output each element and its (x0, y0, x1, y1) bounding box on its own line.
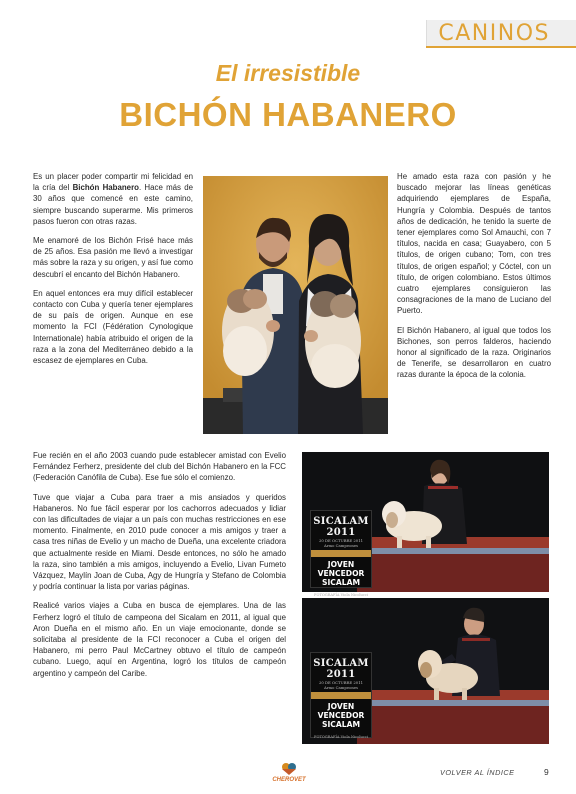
sign-credit: FOTOGRAFÍA Viola Nicolucci (314, 593, 368, 597)
sign-date: 20 DE OCTUBRE 2011 (318, 538, 364, 543)
show-sign-top (310, 510, 372, 597)
section-tab (426, 20, 576, 46)
left-column (33, 171, 193, 366)
paragraph-genetics: He amado esta raza con pasión y he buscado mejorar las líneas genéticas adquiriendo ejemplares de España, Hungría y Colombia. Después de tantos años de dedicación, he tenido la suerte de tener ejemplares como Sol Amauchi, con 7 títulos, nacida en casa; Guayabero, con 5 títulos, de origen cubano; Tom, con tres títulos, de origen español; y Cóctel, con un título, de origen colombiano. Estos últimos cuatro ejemplares consiguieron las consagraciones de la mano de Luciano del Puerto. (397, 172, 551, 316)
show-sign-bottom (310, 652, 372, 738)
paragraph-travel: Tuve que viajar a Cuba para traer a mis ansiados y queridos Habaneros. No fue fácil esperar por los cachorros adecuados y lidiar con las dificultades de viajar a un país con muchas restricciones en ese momento. Finalmente, en 2010 pude conocer a mis amigos y traer a casa tres niñas de Evelio y un macho de Dueña, una excelente criadora que actualmente reside en Miami. Desde entonces, no sólo he amado la raza, sino también a mis amigos, incluyendo a Evelio, Livan Fumeto Vázquez, Maylín Joan de Cuba, Agy de Hungría y Stefano de Colombia y podría continuar la lista por varias páginas. (33, 492, 286, 592)
sign-event: SICALAM 2011 (313, 658, 369, 680)
paragraph-intro (33, 171, 193, 227)
cherovet-logo-icon (269, 762, 309, 777)
page-number: 9 (544, 767, 549, 777)
sign-band (311, 692, 371, 699)
paragraph-friendship: Fue recién en el año 2003 cuando pude establecer amistad con Evelio Fernández Ferherz, presidente del club del Bichón Habanero en la FCC (Federación Canófila de Cuba). Ese fue sólo el comienzo. (33, 451, 286, 483)
article-kicker: El irresistible (215, 60, 361, 86)
cherovet-logo (269, 762, 309, 783)
award-line-1: JOVEN (327, 560, 355, 569)
brand-name: CHEROVET (272, 777, 306, 783)
sign-date: 20 DE OCTUBRE 2011 (318, 680, 364, 685)
paw-heart-icon (281, 762, 297, 775)
portrait-illustration (203, 176, 388, 434)
section-label: CANINOS (438, 21, 550, 46)
portrait-photo (203, 176, 388, 434)
back-to-index-link[interactable]: VOLVER AL ÍNDICE (440, 768, 515, 777)
show-photo-bottom (302, 598, 549, 744)
sign-subtitle: Armo Campeones (323, 685, 359, 690)
award-line-2: VENCEDOR (317, 569, 365, 578)
paragraph-intro-text: Es un placer poder compartir mi felicidad en la cría del (33, 172, 193, 193)
award-line-1: JOVEN (327, 702, 355, 711)
sign-band (311, 550, 371, 557)
paragraph-bichon-frise: Me enamoré de los Bichón Frisé hace más de 25 años. Esa pasión me llevó a investigar más sobre la raza y su origen, y así fue como descubrí el encanto del Bichón Habanero. (33, 236, 193, 279)
article-title: BICHÓN HABANERO (119, 96, 457, 133)
paragraph-origin: El Bichón Habanero, al igual que todos los Bichones, son perros falderos, haciendo honor al significado de la raza. Originarios de Tenerife, se desarrollaron en cuatro razas durante la época de la colonia. (397, 325, 551, 380)
sign-event: SICALAM 2011 (313, 516, 369, 538)
sign-subtitle: Armo Campeones (323, 543, 359, 548)
paragraph-intro-rest: . Hace más de 30 años que comencé en este camino, siempre buscando superarme. Mis primeros pasos fueron con otras razas. (33, 183, 194, 226)
lower-column (33, 450, 286, 679)
section-rule (426, 46, 576, 48)
show-photo-top (302, 452, 549, 597)
right-column (397, 171, 551, 381)
paragraph-contact-cuba: En aquel entonces era muy difícil establecer contacto con Cuba y quería tener ejemplares de su país de origen. Aunque en ese momento la FCI (Fédération Cynologique Internationale) había atribuido el origen de la raza a la zona del Mediterráneo debido a la escasez de ejemplares en Cuba. (33, 288, 193, 366)
award-line-3: SICALAM (321, 720, 361, 729)
sign-credit: FOTOGRAFÍA Viola Nicolucci (314, 735, 368, 739)
sign-award (311, 702, 371, 729)
sign-award (311, 560, 371, 587)
paragraph-championships: Realicé varios viajes a Cuba en busca de ejemplares. Una de las Ferherz logró el título de campeona del Sicalam en 2011, al igual que Aron Dueña en el mismo año. En un viaje emocionante, donde se solicitaba al presidente de la FCI reconocer a Cuba el origen del Habanero, mi perro Paul McCartney obtuvo el título de campeón cubano. Luego, aquí en Argentina, logró los títulos de campeón argentino y campeón del Caribe. (33, 601, 286, 678)
award-line-3: SICALAM (321, 578, 361, 587)
award-line-2: VENCEDOR (317, 711, 365, 720)
breed-name-strong: Bichón Habanero (72, 183, 139, 193)
